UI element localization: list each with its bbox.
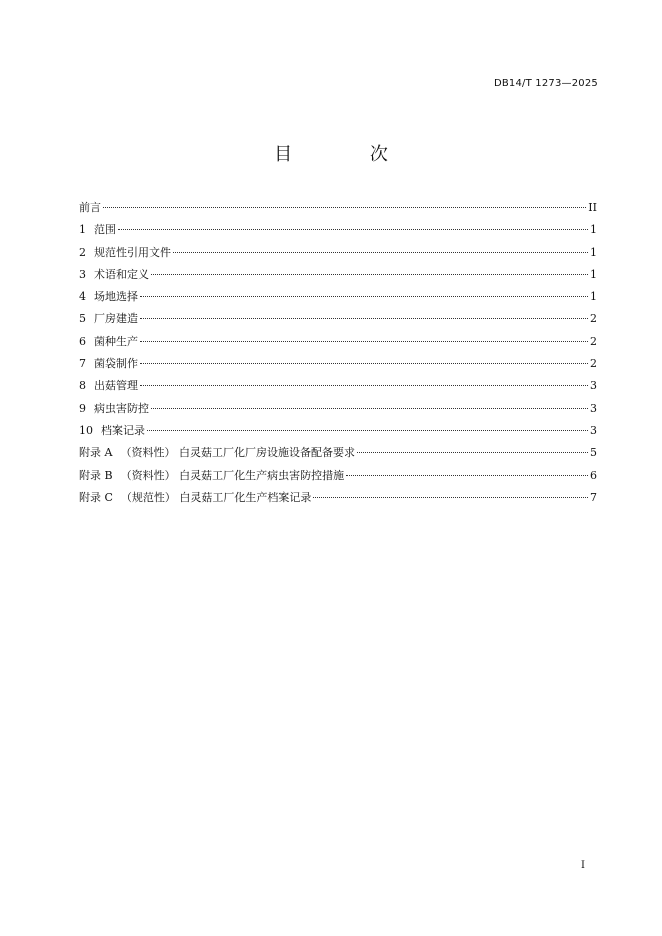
toc-entry-number: 5 xyxy=(79,312,86,326)
toc-entry-page: 7 xyxy=(590,490,597,504)
toc-leader-dots xyxy=(151,274,588,275)
toc-entry[interactable] xyxy=(79,267,597,289)
toc-leader-dots xyxy=(357,452,588,453)
toc-leader-dots xyxy=(140,341,588,342)
toc-entry-page: 1 xyxy=(590,223,597,237)
toc-entry-label: 档案记录 xyxy=(101,423,145,437)
toc-entry-label: （资料性） 白灵菇工厂化厂房设施设备配备要求 xyxy=(120,446,355,460)
page-number: I xyxy=(581,860,585,871)
toc-entry-label: 病虫害防控 xyxy=(94,401,149,415)
toc-entry-number: 9 xyxy=(79,401,86,415)
toc-entry-number: 1 xyxy=(79,223,86,237)
toc-leader-dots xyxy=(103,207,586,208)
toc-entry-page: 6 xyxy=(590,468,597,482)
toc-entry-number: 附录 B xyxy=(79,468,113,482)
toc-leader-dots xyxy=(313,497,588,498)
toc-entry[interactable] xyxy=(79,222,597,244)
toc-entry-number: 6 xyxy=(79,334,86,348)
toc-entry-number: 4 xyxy=(79,290,86,304)
toc-entry[interactable] xyxy=(79,334,597,356)
toc-entry-label: 范围 xyxy=(94,223,116,237)
toc-entry-page: 5 xyxy=(590,446,597,460)
toc-entry-page: 1 xyxy=(590,245,597,259)
toc-entry-page: II xyxy=(588,201,597,214)
toc-leader-dots xyxy=(140,363,588,364)
toc-leader-dots xyxy=(147,430,588,431)
toc-entry-page: 3 xyxy=(590,401,597,415)
toc-entry-label: 规范性引用文件 xyxy=(94,245,171,259)
toc-entry-number: 2 xyxy=(79,245,86,259)
toc-leader-dots xyxy=(346,475,588,476)
toc-entry-label: 术语和定义 xyxy=(94,267,149,281)
toc-entry[interactable] xyxy=(79,468,597,490)
toc-entry-number: 3 xyxy=(79,267,86,281)
toc-entry-label: （规范性） 白灵菇工厂化生产档案记录 xyxy=(120,490,312,504)
toc-leader-dots xyxy=(173,252,588,253)
document-code: DB14/T 1273—2025 xyxy=(493,78,598,89)
toc-leader-dots xyxy=(118,229,588,230)
toc-entry-page: 2 xyxy=(590,334,597,348)
toc-entry-page: 2 xyxy=(590,312,597,326)
toc-entry-number: 附录 A xyxy=(79,446,113,460)
toc-entry-label: 前言 xyxy=(79,201,101,214)
toc-entry[interactable] xyxy=(79,356,597,378)
toc-entry-page: 1 xyxy=(590,267,597,281)
toc-entry-label: 菌袋制作 xyxy=(94,357,138,371)
toc-entry[interactable] xyxy=(79,245,597,267)
toc-entry[interactable] xyxy=(79,401,597,423)
toc-entry[interactable] xyxy=(79,289,597,311)
toc-entry-number: 附录 C xyxy=(79,490,113,504)
toc-title: 目 次 xyxy=(274,144,424,165)
toc-entry[interactable] xyxy=(79,490,597,512)
toc-entry-page: 3 xyxy=(590,379,597,393)
toc-entry-label: 场地选择 xyxy=(94,290,138,304)
toc-entry-label: （资料性） 白灵菇工厂化生产病虫害防控措施 xyxy=(120,468,345,482)
toc-leader-dots xyxy=(140,385,588,386)
toc-entry-page: 1 xyxy=(590,290,597,304)
toc-entry-page: 2 xyxy=(590,357,597,371)
toc-entry-label: 出菇管理 xyxy=(94,379,138,393)
toc-leader-dots xyxy=(140,296,588,297)
toc-entry-number: 10 xyxy=(79,423,93,437)
toc-entry-label: 菌种生产 xyxy=(94,334,138,348)
toc-entry-number: 8 xyxy=(79,379,86,393)
toc-entry[interactable] xyxy=(79,445,597,467)
toc-leader-dots xyxy=(140,318,588,319)
toc-entry-label: 厂房建造 xyxy=(94,312,138,326)
toc-entry[interactable] xyxy=(79,378,597,400)
toc-entry-number: 7 xyxy=(79,357,86,371)
toc-leader-dots xyxy=(151,408,588,409)
toc-entry[interactable] xyxy=(79,423,597,445)
toc-entry-page: 3 xyxy=(590,423,597,437)
toc-entry[interactable] xyxy=(79,200,597,222)
toc-entry[interactable] xyxy=(79,311,597,333)
table-of-contents xyxy=(79,200,597,512)
